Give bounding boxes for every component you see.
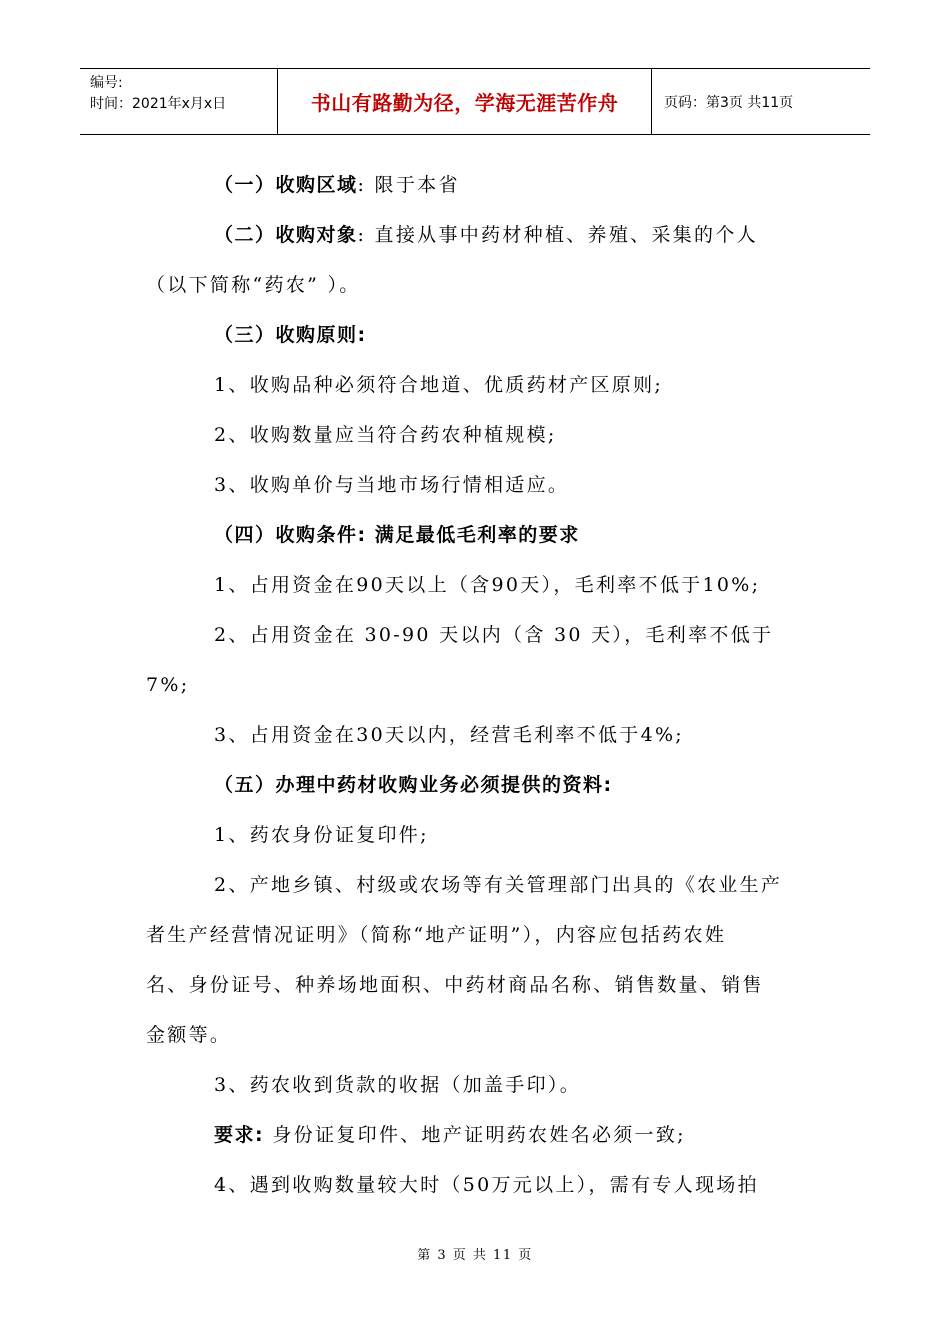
- header-motto: 书山有路勤为径，学海无涯苦作舟: [310, 91, 619, 115]
- section-5-item-1: 1、药农身份证复印件;: [214, 824, 429, 846]
- section-5-title: （五）办理中药材收购业务必须提供的资料:: [214, 774, 613, 796]
- requirement-text: 身份证复印件、地产证明药农姓名必须一致;: [264, 1124, 686, 1146]
- section-1-title: （一）收购区域: [214, 174, 358, 196]
- section-5-item-2-line-2: 者生产经营情况证明》（简称“地产证明”），内容应包括药农姓: [146, 924, 727, 946]
- section-3-item-1: 1、收购品种必须符合地道、优质药材产区原则;: [214, 374, 664, 396]
- section-5-item-3: 3、药农收到货款的收据（加盖手印）。: [214, 1074, 581, 1096]
- section-4-title: （四）收购条件: 满足最低毛利率的要求: [214, 524, 580, 546]
- requirement-label: 要求:: [214, 1124, 265, 1146]
- section-3-title: （三）收购原则:: [214, 324, 367, 346]
- document-body: [146, 160, 806, 1210]
- time-label: 时间：2021年x月x日: [90, 96, 227, 112]
- section-4-item-2-continuation: 7%;: [146, 674, 190, 696]
- section-5-item-2-line-1: 2、产地乡镇、村级或农场等有关管理部门出具的《农业生产: [214, 874, 783, 896]
- section-4-item-3: 3、占用资金在30天以内，经营毛利率不低于4%;: [214, 724, 685, 746]
- section-3-item-2: 2、收购数量应当符合药农种植规模;: [214, 424, 557, 446]
- section-4-item-1: 1、占用资金在90天以上（含90天），毛利率不低于10%;: [214, 574, 761, 596]
- header-meta: [80, 69, 278, 134]
- header-page-info: 页码：第3页 共11页: [664, 94, 794, 111]
- number-label: 编号:: [90, 75, 123, 91]
- section-2-continuation: （以下简称“药农” ）。: [146, 274, 361, 296]
- header-motto-cell: [278, 69, 652, 134]
- section-5-item-2-line-3: 名、身份证号、种养场地面积、中药材商品名称、销售数量、销售: [146, 974, 764, 996]
- section-5-item-2-line-4: 金额等。: [146, 1024, 232, 1046]
- page-header: [80, 68, 870, 135]
- page-footer: 第 3 页 共 11 页: [417, 1248, 533, 1263]
- section-1: [146, 160, 806, 210]
- section-4-item-2: 2、占用资金在 30-90 天以内（含 30 天），毛利率不低于: [214, 624, 774, 646]
- section-3-item-3: 3、收购单价与当地市场行情相适应。: [214, 474, 570, 496]
- section-1-text: : 限于本省: [357, 174, 460, 196]
- section-2-text: : 直接从事中药材种植、养殖、采集的个人: [357, 224, 758, 246]
- section-2: [146, 210, 806, 260]
- section-5-item-4: 4、遇到收购数量较大时（50万元以上），需有专人现场拍: [214, 1174, 759, 1196]
- section-2-title: （二）收购对象: [214, 224, 358, 246]
- requirement-line: [146, 1110, 806, 1160]
